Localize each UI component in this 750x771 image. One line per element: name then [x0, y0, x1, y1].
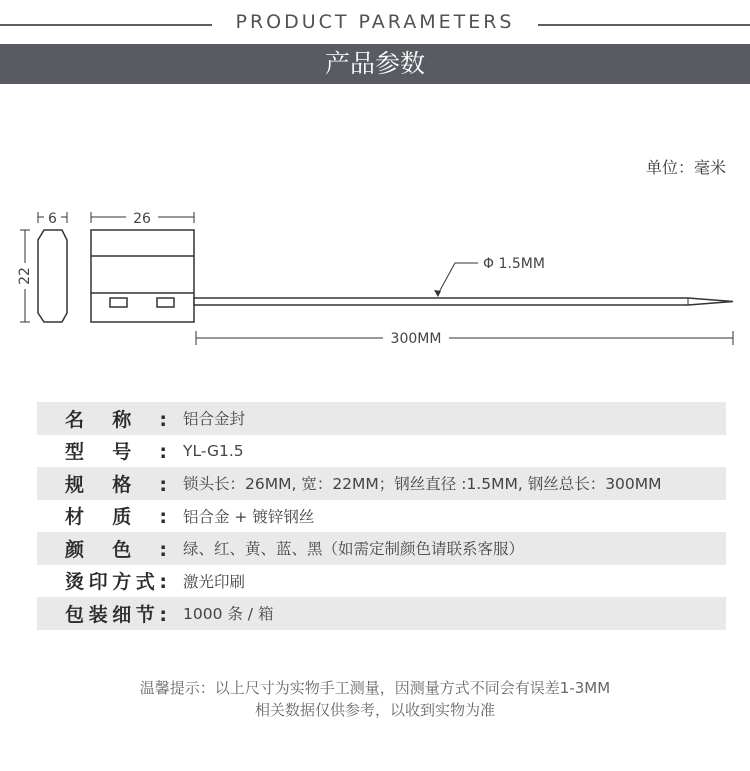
lock-slot-left — [110, 298, 127, 307]
spec-row-printing — [37, 565, 726, 598]
spec-value: 铝合金 + 镀锌钢丝 — [183, 507, 315, 526]
lock-front-view — [91, 230, 194, 322]
spec-row-packaging — [37, 597, 726, 630]
spec-table — [37, 402, 726, 630]
spec-value: 铝合金封 — [183, 410, 246, 429]
spec-value: YL-G1.5 — [183, 441, 244, 460]
spec-row-color — [37, 532, 726, 565]
heading-rule-right — [538, 24, 750, 26]
diameter-leader — [438, 263, 478, 294]
dim-22-label: 22 — [17, 267, 33, 285]
page-title: 产品参数 — [324, 49, 425, 78]
wire-diameter-label: Φ 1.5MM — [483, 256, 545, 272]
spec-value: 1000 条 / 箱 — [183, 605, 274, 624]
heading-rule-left — [0, 24, 212, 26]
lock-slot-right — [157, 298, 174, 307]
tip-note-line2: 相关数据仅供参考，以收到实物为准 — [254, 701, 495, 719]
heading-english: PRODUCT PARAMETERS — [235, 11, 515, 33]
spec-value: 激光印刷 — [183, 572, 246, 591]
spec-value: 锁头长：26MM, 宽：22MM；钢丝直径 :1.5MM, 钢丝总长：300MM — [183, 475, 662, 494]
spec-key: 烫印方式: — [65, 571, 167, 594]
product-dimension-drawing — [0, 195, 750, 360]
spec-key: 名称: — [65, 408, 167, 431]
spec-key: 型号: — [65, 441, 167, 464]
steel-wire — [194, 298, 733, 305]
title-band — [0, 44, 750, 84]
spec-row-name — [37, 402, 726, 435]
spec-key: 规格: — [65, 473, 167, 496]
tip-note-line1: 温馨提示：以上尺寸为实物手工测量，因测量方式不同会有误差1-3MM — [139, 679, 611, 697]
dim-26-label: 26 — [133, 211, 151, 227]
wire-length-label: 300MM — [390, 331, 442, 347]
spec-row-material — [37, 500, 726, 533]
spec-key: 颜色: — [65, 538, 167, 561]
lock-side-view — [38, 230, 67, 322]
unit-label: 单位：毫米 — [645, 158, 726, 177]
spec-key: 材质: — [65, 506, 167, 529]
section-heading — [0, 0, 750, 44]
dim-6-label: 6 — [48, 211, 57, 227]
spec-row-size — [37, 467, 726, 500]
spec-value: 绿、红、黄、蓝、黑（如需定制颜色请联系客服） — [183, 540, 525, 559]
spec-key: 包装细节: — [65, 603, 167, 626]
spec-row-model — [37, 435, 726, 468]
